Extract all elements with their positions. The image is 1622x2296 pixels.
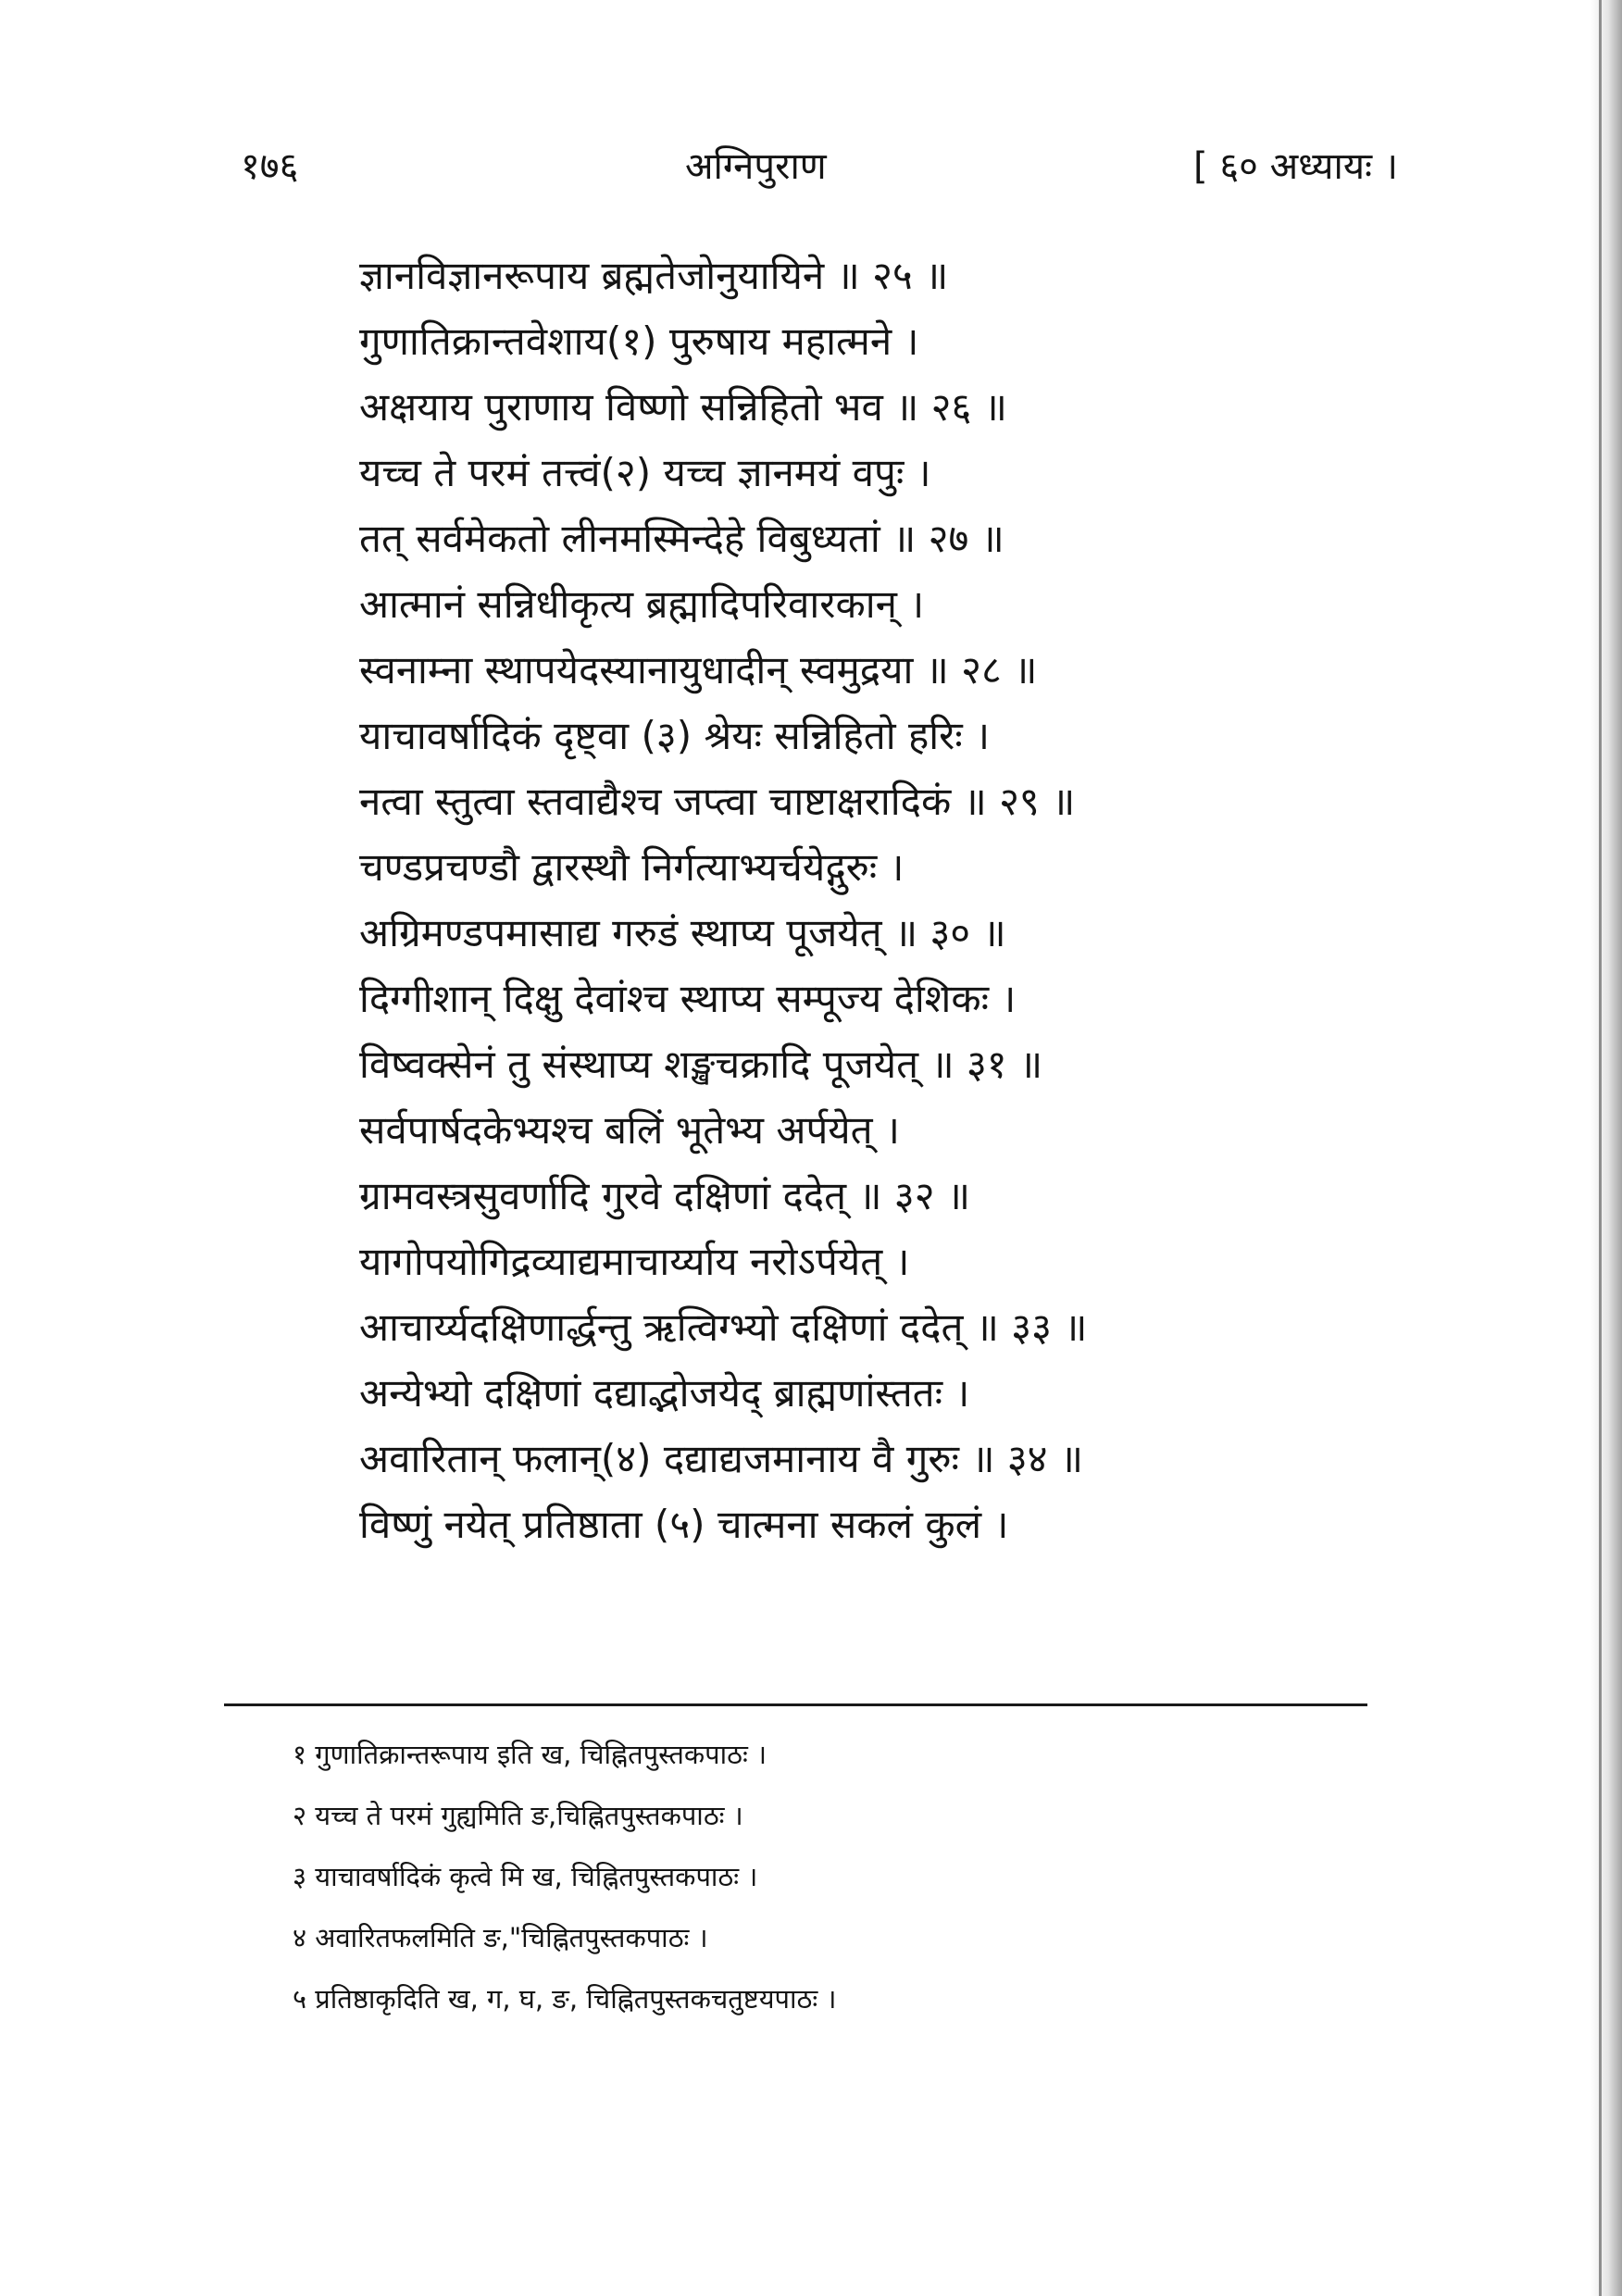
footnote: ५ प्रतिष्ठाकृदिति ख, ग, घ, ङ, चिह्नितपुस्तकचतुष्टयपाठः । [293,1983,837,2015]
verse-line: स्वनाम्ना स्थापयेदस्यानायुधादीन् स्वमुद्रया ॥ २८ ॥ [359,647,1038,693]
verse-line: नत्वा स्तुत्वा स्तवाद्यैश्च जप्त्वा चाष्टाक्षरादिकं ॥ २९ ॥ [359,779,1076,824]
verse-line: अन्येभ्यो दक्षिणां दद्याद्भोजयेद् ब्राह्मणांस्ततः । [359,1370,970,1416]
verse-line: आचार्य्यदक्षिणार्द्धन्तु ऋत्विग्भ्यो दक्षिणां ददेत् ॥ ३३ ॥ [359,1304,1088,1350]
running-title: अग्निपुराण [685,145,827,188]
page-number: १७६ [241,145,299,188]
verse-line: चण्डप्रचण्डौ द्वारस्थौ निर्गत्याभ्यर्चयेद्गुरुः । [359,844,905,890]
verse-line: अग्रिमण्डपमासाद्य गरुडं स्थाप्य पूजयेत् ॥ ३० ॥ [359,910,1006,955]
verse-line: विष्णुं नयेत् प्रतिष्ठाता (५) चात्मना सकलं कुलं । [359,1502,1009,1547]
page-edge-shadow [1591,0,1622,2296]
chapter-label: [ ६० अध्यायः । [1193,145,1398,188]
verse-block [359,243,1285,1557]
verse-line: अवारितान् फलान्(४) दद्याद्यजमानाय वै गुरुः ॥ ३४ ॥ [359,1436,1084,1481]
footnote: ४ अवारितफलमिति ङ,"चिह्नितपुस्तकपाठः । [293,1922,708,1953]
verse-line: तत् सर्वमेकतो लीनमस्मिन्देहे विबुध्यतां ॥ २७ ॥ [359,516,1004,561]
footnote: १ गुणातिक्रान्तरूपाय इति ख, चिह्नितपुस्तकपाठः । [293,1739,767,1770]
verse-line: दिग्गीशान् दिक्षु देवांश्च स्थाप्य सम्पूज्य देशिकः । [359,976,1017,1021]
footnote-block [293,1724,1357,2029]
verse-line: आत्मानं सन्निधीकृत्य ब्रह्मादिपरिवारकान् । [359,581,925,627]
footnote: ३ याचावर्षादिकं कृत्वे मि ख, चिह्नितपुस्तकपाठः । [293,1861,758,1892]
verse-line: विष्वक्सेनं तु संस्थाप्य शङ्खचक्रादि पूजयेत् ॥ ३१ ॥ [359,1042,1043,1087]
verse-line: याचावर्षादिकं दृष्ट्वा (३) श्रेयः सन्निहितो हरिः । [359,713,991,758]
footnote: २ यच्च ते परमं गुह्यमिति ङ,चिह्नितपुस्तकपाठः । [293,1800,743,1831]
verse-line: सर्वपार्षदकेभ्यश्च बलिं भूतेभ्य अर्पयेत् । [359,1107,900,1153]
page-edge-line [1599,0,1602,2296]
footnote-divider [224,1703,1367,1706]
verse-line: अक्षयाय पुराणाय विष्णो सन्निहितो भव ॥ २६ ॥ [359,384,1007,430]
running-header [241,139,1398,204]
verse-line: ग्रामवस्त्रसुवर्णादि गुरवे दक्षिणां ददेत् ॥ ३२ ॥ [359,1173,971,1218]
verse-line: यागोपयोगिद्रव्याद्यमाचार्य्याय नरोऽर्पयेत् । [359,1239,910,1284]
verse-line: यच्च ते परमं तत्त्वं(२) यच्च ज्ञानमयं वपुः । [359,450,931,495]
verse-line: ज्ञानविज्ञानरूपाय ब्रह्मतेजोनुयायिने ॥ २५ ॥ [359,253,949,298]
verse-line: गुणातिक्रान्तवेशाय(१) पुरुषाय महात्मने । [359,318,919,364]
